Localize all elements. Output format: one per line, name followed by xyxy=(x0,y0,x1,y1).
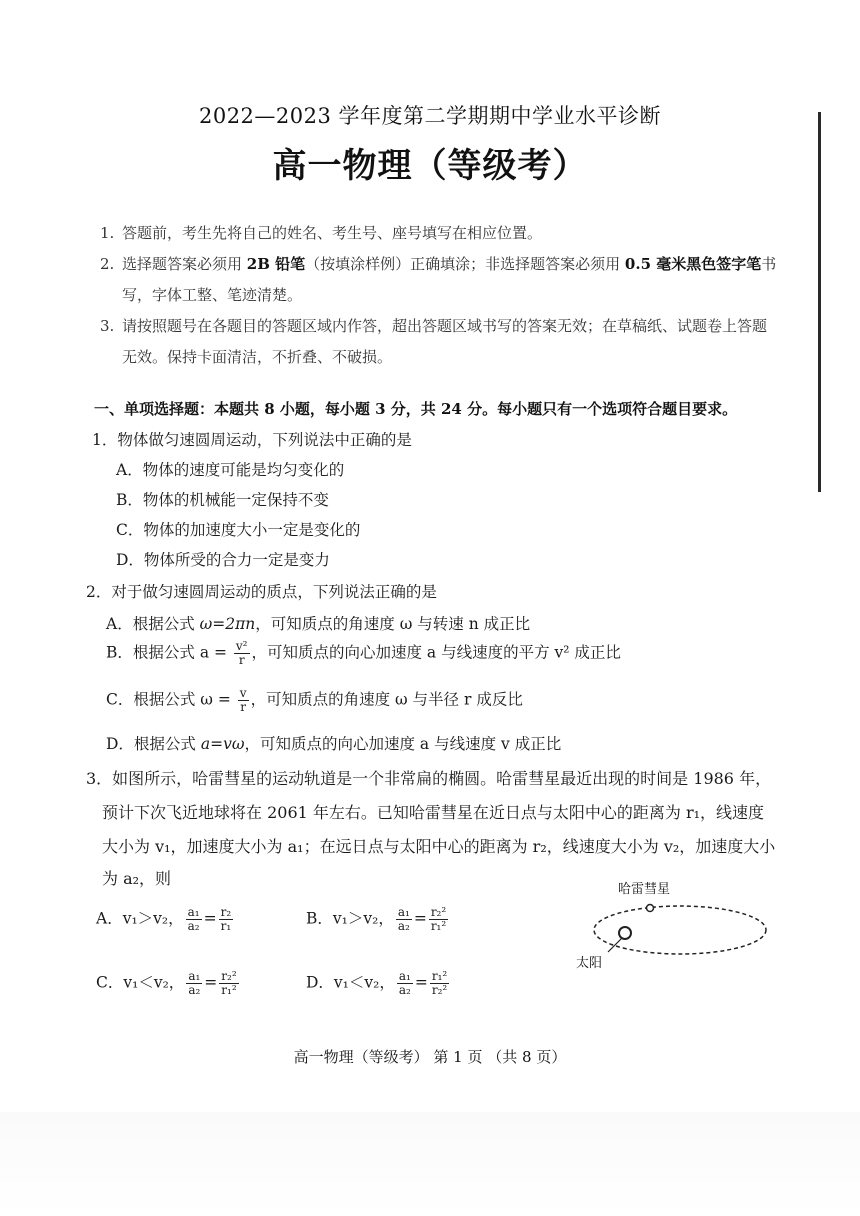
numerator: r₂ xyxy=(220,905,232,919)
question-2-stem: 2．对于做匀速圆周运动的质点，下列说法正确的是 xyxy=(86,583,437,601)
scan-bottom-shade xyxy=(0,1112,860,1216)
instruction-text: 书写，字体工整、笔迹清楚。 xyxy=(122,255,777,304)
instruction-number: 1. xyxy=(100,224,115,242)
option-text: ，可知质点的角速度 ω 与转速 n 成正比 xyxy=(255,615,531,633)
instruction-text: 请按照题号在各题目的答题区域内作答，超出答题区域书写的答案无效；在草稿纸、试题卷上答题无效。保持卡面清洁，不折叠、不破损。 xyxy=(122,317,768,366)
question-3-option-c: C．v₁＜v₂， $\frac{\text{a₁}}{\text{a₂}}$ = $\frac{\text{r₂²}}{\text{r₁²}}$ xyxy=(96,969,237,997)
fraction xyxy=(429,906,448,933)
numerator: a₁ xyxy=(398,969,411,983)
question-3-option-a: A．v₁＞v₂， $\frac{\text{a₁}}{\text{a₂}}$ = $\frac{\text{r₂}}{\text{r₁}}$ xyxy=(96,905,232,933)
formula: a=vω xyxy=(200,735,245,753)
fraction xyxy=(238,687,249,714)
instruction-text: 选择题答案必须用 xyxy=(122,255,247,273)
question-3-line-2: 预计下次飞近地球将在 2061 年左右。已知哈雷彗星在近日点与太阳中心的距离为 r₁，线速度 xyxy=(102,803,765,822)
instruction-bold-pen: 0.5 毫米黑色签字笔 xyxy=(624,255,762,273)
option-text: A．v₁＞v₂， xyxy=(96,909,184,928)
fraction xyxy=(219,906,234,933)
instruction-text: 答题前，考生先将自己的姓名、考生号、座号填写在相应位置。 xyxy=(122,224,543,242)
fraction xyxy=(430,970,449,997)
fraction xyxy=(186,906,202,933)
numerator: r₁² xyxy=(431,969,448,983)
numerator: v xyxy=(239,686,247,700)
option-text: D．v₁＜v₂， xyxy=(306,973,395,992)
question-2-option-c xyxy=(106,687,523,714)
exam-title: 2022—2023 学年度第二学期期中学业水平诊断 xyxy=(198,104,662,128)
question-1-option-c: C．物体的加速度大小一定是变化的 xyxy=(116,521,361,539)
sun-pointer-line xyxy=(608,938,622,952)
option-text: C．根据公式 ω = xyxy=(106,690,236,709)
option-text: ，可知质点的向心加速度 a 与线速度的平方 v² 成正比 xyxy=(251,643,621,662)
question-1-option-d: D．物体所受的合力一定是变力 xyxy=(116,551,330,569)
option-text: B．根据公式 a = xyxy=(106,643,232,662)
formula: ω=2πn xyxy=(199,615,256,633)
instruction-2 xyxy=(100,249,780,311)
fraction xyxy=(396,906,412,933)
instruction-number: 3. xyxy=(100,317,115,335)
denominator: a₂ xyxy=(397,919,410,933)
question-3-option-b: B．v₁＞v₂， $\frac{\text{a₁}}{\text{a₂}}$ = $\frac{\text{r₂²}}{\text{r₁²}}$ xyxy=(306,905,447,933)
option-text: D．根据公式 xyxy=(106,735,201,753)
question-2-option-d xyxy=(106,732,561,754)
instruction-text: （按填涂样例）正确填涂；非选择题答案必须用 xyxy=(305,255,625,273)
denominator: r xyxy=(240,700,247,714)
sun-label: 太阳 xyxy=(576,956,603,971)
denominator: r₁ xyxy=(220,919,232,933)
denominator: r₂² xyxy=(431,983,448,997)
numerator: a₁ xyxy=(187,905,200,919)
instruction-bold-pencil: 2B 铅笔 xyxy=(246,255,306,273)
fraction xyxy=(234,640,250,667)
comet-marker xyxy=(647,905,654,912)
instruction-number: 2. xyxy=(100,255,115,273)
denominator: r₁² xyxy=(430,919,447,933)
instruction-3 xyxy=(100,311,780,373)
question-1-option-b: B．物体的机械能一定保持不变 xyxy=(116,491,329,509)
numerator: a₁ xyxy=(397,905,410,919)
numerator: r₂² xyxy=(430,905,447,919)
numerator: v² xyxy=(235,639,248,653)
fraction xyxy=(397,970,413,997)
option-text: ，可知质点的向心加速度 a 与线速度 v 成正比 xyxy=(244,735,562,753)
question-3-line-1: 3．如图所示，哈雷彗星的运动轨道是一个非常扁的椭圆。哈雷彗星最近出现的时间是 1986 年， xyxy=(86,769,772,788)
numerator: a₁ xyxy=(188,969,201,983)
comet-label: 哈雷彗星 xyxy=(618,882,671,897)
question-3-option-d: D．v₁＜v₂， $\frac{\text{a₁}}{\text{a₂}}$ = $\frac{\text{r₁²}}{\text{r₂²}}$ xyxy=(306,969,448,997)
question-2-option-b xyxy=(106,640,621,667)
question-1-stem: 1．物体做匀速圆周运动，下列说法中正确的是 xyxy=(92,431,412,449)
section-heading xyxy=(94,398,794,419)
numerator: r₂² xyxy=(221,969,237,983)
option-text: ，可知质点的角速度 ω 与半径 r 成反比 xyxy=(250,690,523,709)
page-footer: 高一物理（等级考） 第 1 页 （共 8 页） xyxy=(293,1048,567,1066)
option-text: B．v₁＞v₂， xyxy=(306,909,394,928)
denominator: a₂ xyxy=(398,983,411,997)
question-3-line-4: 为 a₂，则 xyxy=(102,869,172,888)
denominator: a₂ xyxy=(187,919,200,933)
question-1-option-a: A．物体的速度可能是均匀变化的 xyxy=(116,461,345,479)
fraction xyxy=(186,970,202,997)
denominator: r xyxy=(238,653,245,667)
instruction-1 xyxy=(100,218,780,249)
option-text: A．根据公式 xyxy=(106,615,200,633)
denominator: r₁² xyxy=(221,983,237,997)
sun-marker xyxy=(619,927,631,939)
section-heading-text: 一、单项选择题：本题共 8 小题，每小题 3 分，共 24 分。每小题只有一个选项符合题目要求。 xyxy=(94,400,738,418)
denominator: a₂ xyxy=(188,983,201,997)
exam-subject: 高一物理（等级考） xyxy=(272,146,588,186)
fraction xyxy=(219,970,238,997)
option-text: C．v₁＜v₂， xyxy=(96,973,185,992)
instructions xyxy=(100,218,780,373)
question-3-line-3: 大小为 v₁，加速度大小为 a₁；在远日点与太阳中心的距离为 r₂，线速度大小为 v₂，加速度大小 xyxy=(102,837,776,856)
question-2-option-a xyxy=(106,612,530,634)
